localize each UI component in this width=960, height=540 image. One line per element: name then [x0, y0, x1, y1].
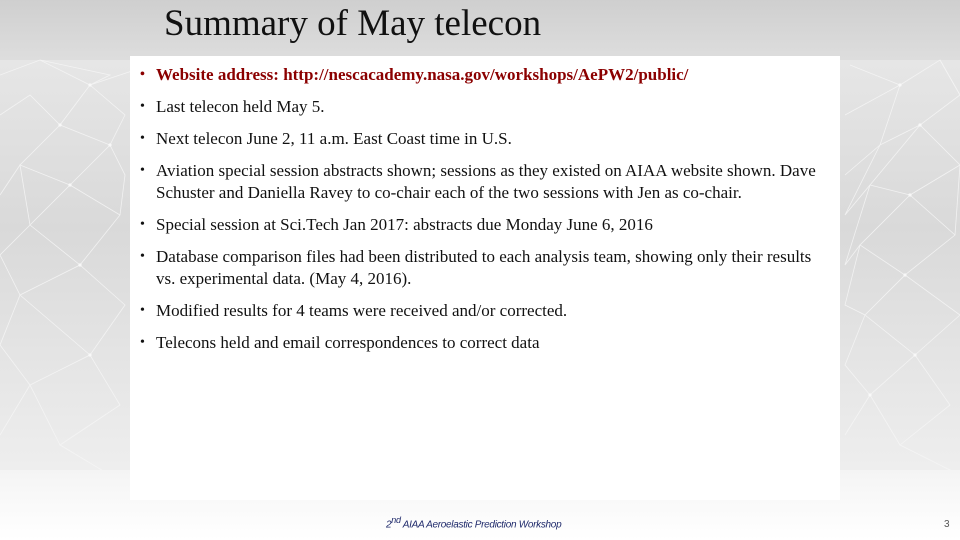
- bullet-item-aviation-session: [140, 160, 832, 204]
- bullet-item-website: [140, 64, 832, 86]
- footer-ordinal-suffix: nd: [391, 515, 401, 525]
- footer-text: AIAA Aeroelastic Prediction Workshop: [402, 519, 562, 531]
- bullet-item-last-telecon: [140, 96, 832, 118]
- bullet-text: Modified results for 4 teams were received and/or corrected.: [156, 301, 568, 320]
- page-number: 3: [944, 519, 950, 530]
- bullet-text: Next telecon June 2, 11 a.m. East Coast time in U.S.: [156, 129, 512, 148]
- bullet-item-scitech-session: [140, 214, 832, 236]
- bullet-item-database-comparison: [140, 246, 832, 290]
- bullet-item-modified-results: [140, 300, 832, 322]
- bullet-item-next-telecon: [140, 128, 832, 150]
- slide-title: Summary of May telecon: [164, 3, 542, 44]
- bullet-dot-icon: •: [140, 335, 145, 350]
- bullet-text: Database comparison files had been distributed to each analysis team, showing only their results vs. experimental data. (May 4, 2016).: [156, 247, 812, 288]
- footer-workshop-name: [386, 515, 561, 530]
- bullet-dot-icon: •: [140, 217, 145, 232]
- content-panel: [130, 56, 840, 500]
- bullet-dot-icon: •: [140, 67, 145, 82]
- bullet-text: Website address: http://nescacademy.nasa.gov/workshops/AePW2/public/: [156, 65, 689, 84]
- bullet-dot-icon: •: [140, 303, 145, 318]
- bullet-text: Last telecon held May 5.: [156, 97, 325, 116]
- bullet-dot-icon: •: [140, 131, 145, 146]
- footer-ordinal: 2: [386, 519, 392, 531]
- bullet-item-telecons-held: [140, 332, 832, 354]
- bullet-text: Telecons held and email correspondences to correct data: [156, 333, 540, 352]
- bullet-dot-icon: •: [140, 249, 145, 264]
- bullet-dot-icon: •: [140, 99, 145, 114]
- bullet-list: [140, 64, 832, 364]
- bullet-text: Special session at Sci.Tech Jan 2017: abstracts due Monday June 6, 2016: [156, 215, 653, 234]
- bullet-dot-icon: •: [140, 163, 145, 178]
- bullet-text: Aviation special session abstracts shown; sessions as they existed on AIAA website shown. Dave Schuster and Daniella Ravey to co-chair each of the two sessions with Jen as co-chair.: [156, 161, 816, 202]
